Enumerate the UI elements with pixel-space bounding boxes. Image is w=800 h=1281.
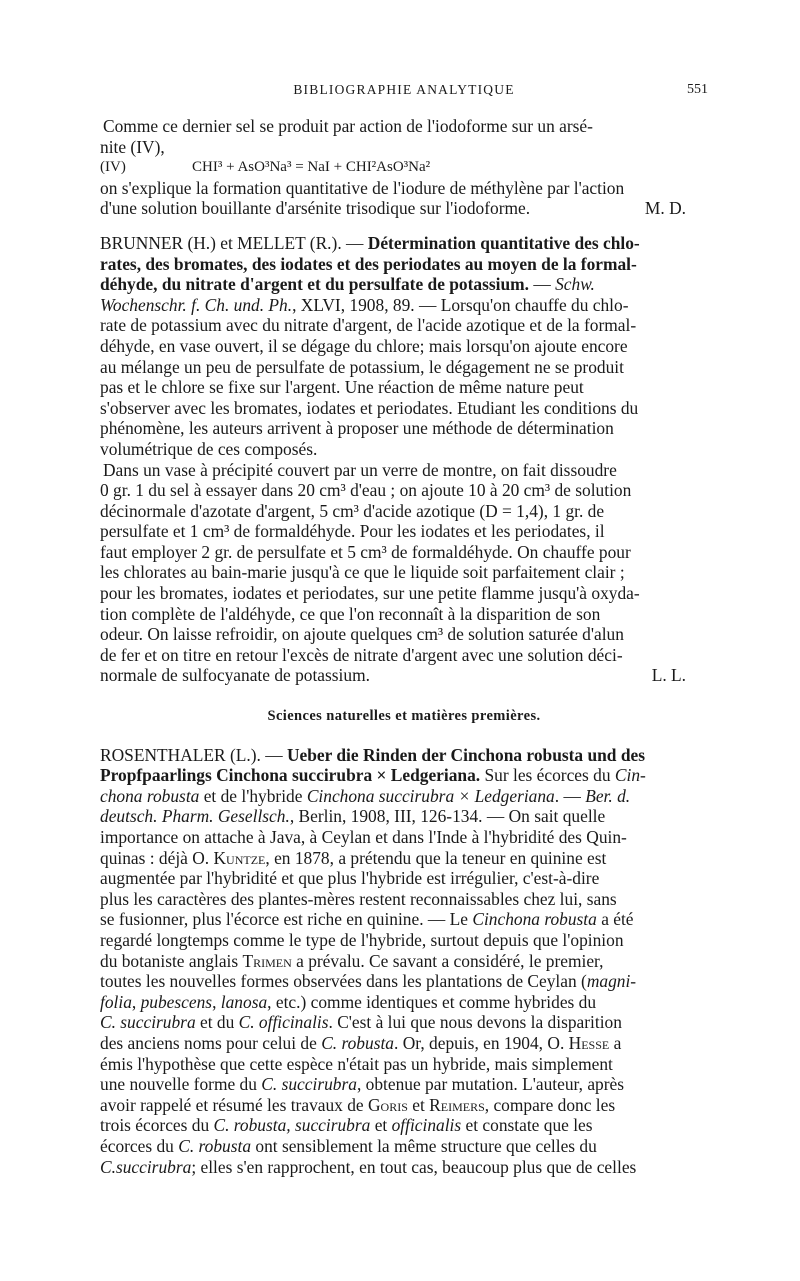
- text-line: plus les caractères des plantes-mères restent reconnaissables chez lui, sans: [100, 888, 617, 909]
- entry-authors: ROSENTHALER (L.).: [100, 744, 261, 765]
- species-name: Cinchona robusta: [472, 909, 597, 930]
- text-run: , etc.) comme identiques et comme hybrides du: [267, 991, 597, 1012]
- text-run: , en 1878, a prétendu que la teneur en quinine est: [265, 847, 607, 868]
- text-line: s'observer avec les bromates, iodates et periodates. Etudiant les conditions du: [100, 397, 639, 418]
- text-line: les chlorates au bain-marie jusqu'à ce que le liquide soit parfaitement clair ;: [100, 562, 625, 583]
- entry-title: Détermination quantitative des chlo-: [367, 232, 640, 253]
- journal-name: deutsch. Pharm. Gesellsch.: [100, 806, 290, 827]
- equation-text: CHI³ + AsO³Na³ = NaI + CHI²AsO³Na²: [192, 159, 431, 176]
- text-run: et: [370, 1115, 392, 1136]
- text-line: [100, 1115, 708, 1136]
- text-run: trois écorces du: [100, 1115, 214, 1136]
- text-line: [100, 745, 708, 766]
- text-line: [100, 233, 708, 254]
- text-run: des anciens noms pour celui de: [100, 1032, 322, 1053]
- text-line: [100, 909, 708, 930]
- entry-title: rates, des bromates, des iodates et des periodates au moyen de la formal-: [100, 253, 637, 274]
- text-line: [100, 198, 708, 219]
- spacer: [100, 219, 708, 233]
- text-line: [100, 848, 708, 869]
- text-run: a été: [596, 909, 634, 930]
- text-run: . Or, depuis, en 1904, O.: [394, 1032, 569, 1053]
- text-run: , obtenue par mutation. L'auteur, après: [356, 1074, 625, 1095]
- text-run: une nouvelle forme du: [100, 1074, 262, 1095]
- text-line: [100, 992, 708, 1013]
- text-run: toutes les nouvelles formes observées dans les plantations de Ceylan (: [100, 971, 587, 992]
- text-line: au mélange un peu de persulfate de potassium, le dégagement ne se produit: [100, 356, 624, 377]
- text-run: a: [609, 1032, 622, 1053]
- text-line: importance on attache à Java, à Ceylan et dans l'Inde à l'hybridité des Quin-: [100, 827, 627, 847]
- text-run: du botaniste anglais: [100, 950, 243, 971]
- species-name: magni-: [586, 971, 637, 992]
- text-run: et du: [195, 1012, 239, 1033]
- text-run: ,: [131, 991, 141, 1012]
- text-run: Sur les écorces du: [480, 765, 615, 786]
- species-name: pubescens: [140, 991, 213, 1012]
- text-line: [100, 274, 708, 295]
- text-line: pour les bromates, iodates et periodates, sur une petite flamme jusqu'à oxyda-: [100, 583, 640, 604]
- species-name: officinalis: [391, 1115, 462, 1136]
- text-run: , XLVI, 1908, 89. — Lorsqu'on chauffe du chlo-: [292, 294, 629, 315]
- text-line: [100, 254, 708, 275]
- entry-authors: BRUNNER (H.) et MELLET (R.).: [100, 232, 342, 253]
- text-run: —: [260, 744, 287, 765]
- text-line: [100, 1157, 708, 1178]
- text-line: [100, 1033, 708, 1054]
- text-line: [100, 1074, 708, 1095]
- text-line: décinormale d'azotate d'argent, 5 cm³ d'acide azotique (D = 1,4), 1 gr. de: [100, 500, 605, 521]
- species-name: lanosa: [220, 991, 268, 1012]
- text-line: pas et le chlore se fixe sur l'argent. Une réaction de même nature peut: [100, 377, 584, 398]
- text-line: phénomène, les auteurs arrivent à proposer une méthode de détermination: [100, 418, 614, 439]
- page-header: [100, 82, 708, 106]
- entry-title: Propfpaarlings Cinchona succirubra × Ledgeriana.: [100, 765, 481, 786]
- text-run: ont sensiblement la même structure que celles du: [251, 1135, 597, 1156]
- text-line: Comme ce dernier sel se produit par action de l'iodoforme sur un arsé-: [103, 116, 593, 136]
- text-line: on s'explique la formation quantitative de l'iodure de méthylène par l'action: [100, 177, 625, 198]
- text-run: ; elles s'en rapprochent, en tout cas, beaucoup plus que de celles: [191, 1156, 637, 1177]
- text-run: quinas : déjà O.: [100, 847, 214, 868]
- text-line: tion complète de l'aldéhyde, ce que l'on reconnaît à la disparition de son: [100, 603, 601, 624]
- species-name: C. succirubra: [261, 1074, 357, 1095]
- text-run: d'une solution bouillante d'arsénite trisodique sur l'iodoforme.: [100, 198, 531, 219]
- text-run: normale de sulfocyanate de potassium.: [100, 665, 370, 686]
- text-line: odeur. On laisse refroidir, on ajoute quelques cm³ de solution saturée d'alun: [100, 624, 624, 645]
- person-name: Trimen: [242, 950, 292, 971]
- text-run: et constate que les: [461, 1115, 593, 1136]
- journal-name: Ber. d.: [585, 785, 631, 806]
- species-name: C. robusta: [321, 1032, 394, 1053]
- text-line: émis l'hypothèse que cette espèce n'était pas un hybride, mais simplement: [100, 1053, 613, 1074]
- person-name: Hesse: [568, 1032, 610, 1053]
- text-line: Dans un vase à précipité couvert par un verre de montre, on fait dissoudre: [103, 459, 617, 480]
- text-line: augmentée par l'hybridité et que plus l'hybride est irrégulier, c'est-à-dire: [100, 868, 600, 889]
- text-line: regardé longtemps comme le type de l'hybride, surtout depuis que l'opinion: [100, 929, 624, 950]
- text-line: persulfate et 1 cm³ de formaldéhyde. Pour les iodates et les periodates, il: [100, 521, 605, 542]
- text-run: se fusionner, plus l'écorce est riche en quinine. — Le: [100, 909, 473, 930]
- journal-name: Wochenschr. f. Ch. und. Ph.: [100, 294, 293, 315]
- text-line: rate de potassium avec du nitrate d'argent, de l'acide azotique et de la formal-: [100, 315, 637, 336]
- species-name: C.succirubra: [100, 1156, 192, 1177]
- text-line: [100, 806, 708, 827]
- entry-title: Ueber die Rinden der Cinchona robusta und des: [286, 744, 645, 765]
- equation-number: (IV): [100, 159, 126, 176]
- species-name: Cin-: [614, 765, 646, 786]
- text-line: [100, 951, 708, 972]
- text-line: [100, 971, 708, 992]
- species-name: C. robusta, succirubra: [213, 1115, 371, 1136]
- species-name: Cinchona succirubra × Ledgeriana: [306, 785, 555, 806]
- author-signature: M. D.: [644, 198, 686, 219]
- text-run: . C'est à lui que nous devons la disparition: [328, 1012, 622, 1033]
- text-run: a prévalu. Ce savant a considéré, le premier,: [291, 950, 604, 971]
- text-line: [100, 1136, 708, 1157]
- text-run: , Berlin, 1908, III, 126-134. — On sait quelle: [289, 806, 606, 827]
- text-run: avoir rappelé et résumé les travaux de: [100, 1094, 368, 1115]
- text-line: [100, 1012, 708, 1033]
- species-name: folia: [100, 991, 132, 1012]
- page-number: 551: [687, 82, 708, 97]
- species-name: C. robusta: [178, 1135, 252, 1156]
- text-line: [100, 665, 708, 686]
- page-body: [100, 116, 708, 1177]
- entry-title: déhyde, du nitrate d'argent et du persulfate de potassium.: [100, 274, 529, 295]
- text-run: ,: [212, 991, 221, 1012]
- text-line: [100, 765, 708, 786]
- text-line: de fer et on titre en retour l'excès de nitrate d'argent avec une solution déci-: [100, 644, 623, 665]
- text-line: [100, 1095, 708, 1116]
- author-signature: L. L.: [651, 665, 686, 686]
- text-run: —: [528, 274, 556, 295]
- running-title: BIBLIOGRAPHIE ANALYTIQUE: [293, 82, 515, 97]
- person-name: Reimers: [429, 1094, 485, 1115]
- text-line: volumétrique de ces composés.: [100, 438, 318, 459]
- text-line: nite (IV),: [100, 136, 165, 157]
- text-run: , compare donc les: [484, 1094, 616, 1115]
- text-line: faut employer 2 gr. de persulfate et 5 cm³ de formaldéhyde. On chauffe pour: [100, 541, 631, 562]
- journal-name: Schw.: [555, 274, 595, 295]
- text-run: . —: [554, 785, 586, 806]
- text-run: —: [341, 232, 368, 253]
- person-name: Kuntze: [213, 847, 266, 868]
- text-run: et: [407, 1094, 430, 1115]
- person-name: Goris: [367, 1094, 408, 1115]
- species-name: chona robusta: [100, 785, 200, 806]
- text-line: [100, 295, 708, 316]
- text-line: déhyde, en vase ouvert, il se dégage du chlore; mais lorsqu'on ajoute encore: [100, 335, 628, 356]
- text-line: [100, 786, 708, 807]
- text-run: écorces du: [100, 1135, 179, 1156]
- species-name: C. succirubra: [100, 1012, 196, 1033]
- section-title: Sciences naturelles et matières premières.: [267, 708, 541, 725]
- text-line: 0 gr. 1 du sel à essayer dans 20 cm³ d'eau ; on ajoute 10 à 20 cm³ de solution: [100, 480, 632, 501]
- species-name: C. officinalis: [238, 1012, 329, 1033]
- chemical-equation: [100, 157, 708, 178]
- text-run: et de l'hybride: [199, 785, 307, 806]
